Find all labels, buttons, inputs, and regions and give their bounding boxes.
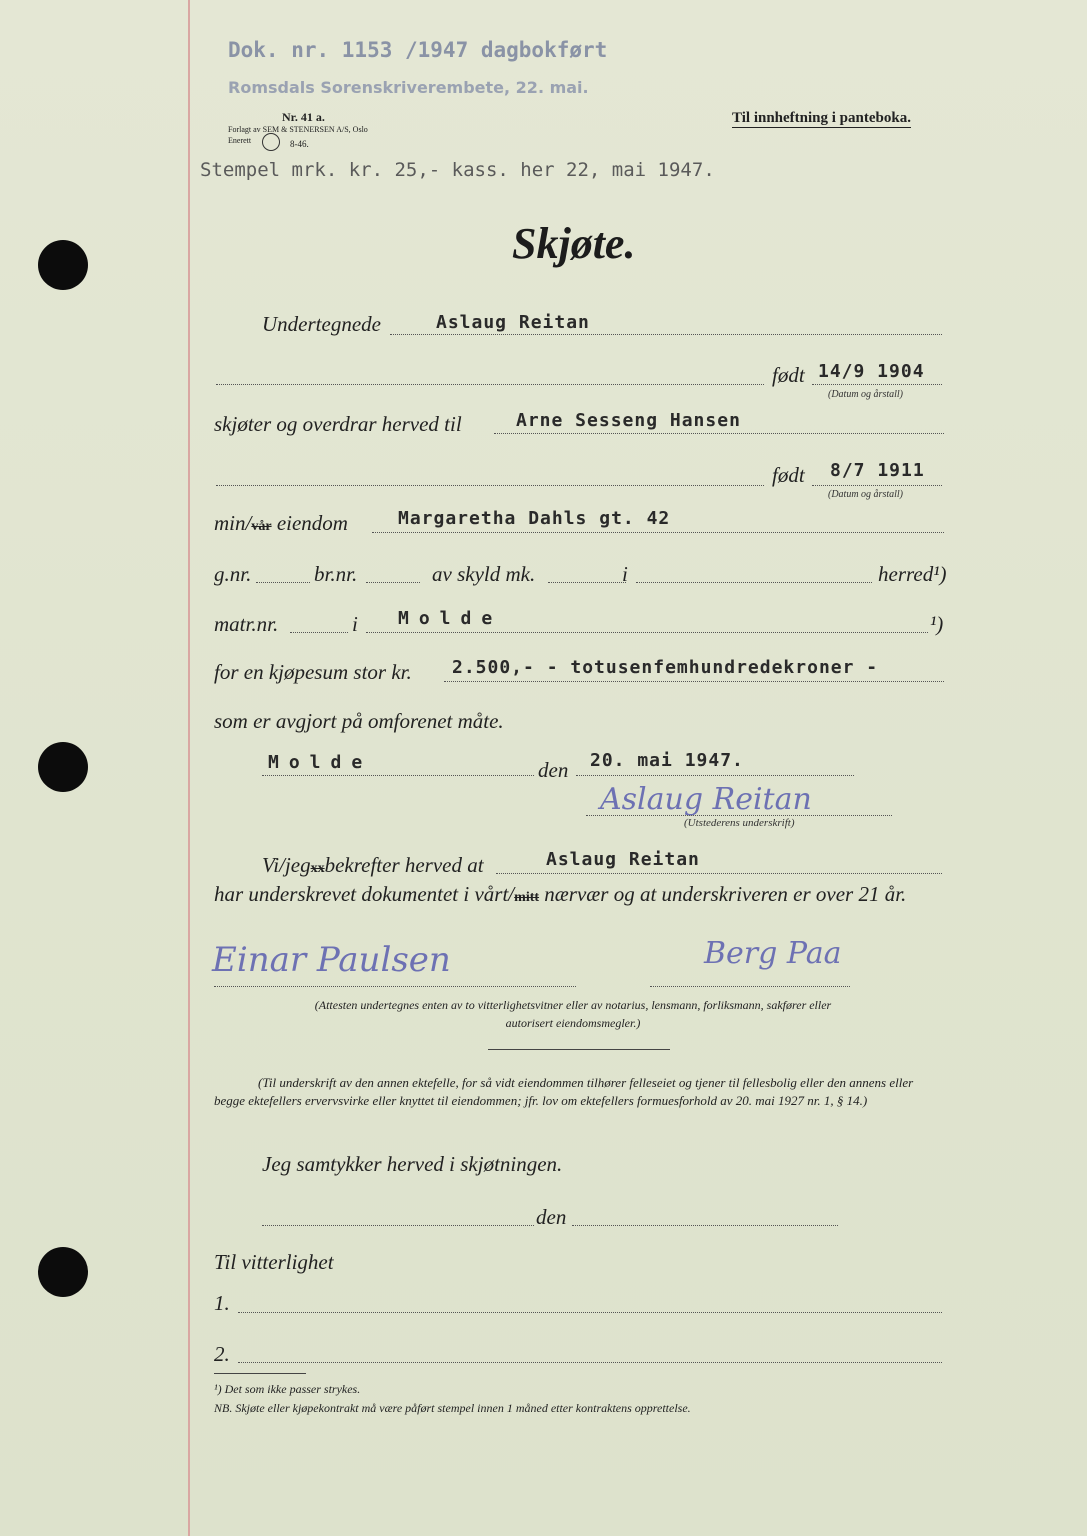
form-edition: Enerett bbox=[228, 136, 252, 145]
place-line bbox=[262, 775, 534, 776]
witness-name-line bbox=[496, 873, 942, 874]
signature-caption: (Utstederens underskrift) bbox=[684, 817, 795, 829]
form-publisher: Forlagt av SEM & STENERSEN A/S, Oslo bbox=[228, 125, 368, 134]
registry-stamp-line2: Romsdals Sorenskriverembete, 22. mai. bbox=[228, 78, 589, 97]
publisher-logo-icon bbox=[262, 133, 280, 151]
spouse-note: (Til underskrift av den annen ektefelle, for så vidt eiendommen tilhører felleseiet og tjener til fellesbolig eller den annens eller begge ektefellers ervervsvirke eller knyttet til eiendommen; jfr. lov om ektefellers formuesforhold av 20. mai 1927 nr. 1, § 14.) bbox=[214, 1075, 914, 1108]
seller-born-hint: (Datum og årstall) bbox=[828, 389, 903, 400]
buyer-born-line bbox=[812, 485, 942, 486]
consent-date-line bbox=[572, 1225, 838, 1226]
vitterlighet-line-2 bbox=[238, 1362, 942, 1363]
witness-sig-line-1 bbox=[214, 986, 576, 987]
signature-line bbox=[586, 815, 892, 816]
settled-text: som er avgjort på omforenet måte. bbox=[214, 709, 504, 733]
filing-note: Til innheftning i panteboka. bbox=[732, 110, 911, 126]
registry-stamp-line1: Dok. nr. 1153 /1947 dagbokført bbox=[228, 38, 608, 62]
footnote-1: ¹) Det som ikke passer strykes. bbox=[214, 1382, 361, 1396]
vitterlighet-line-1 bbox=[238, 1312, 942, 1313]
margin-line bbox=[188, 0, 190, 1536]
buyer-born-date: 8/7 1911 bbox=[830, 460, 925, 481]
section-divider bbox=[488, 1049, 670, 1050]
buyer-born-label: født bbox=[772, 463, 805, 487]
issuer-signature: Aslaug Reitan bbox=[600, 782, 812, 817]
price-line bbox=[444, 681, 944, 682]
date-line bbox=[576, 775, 854, 776]
witness-sig-line-2 bbox=[650, 986, 850, 987]
seller-line bbox=[390, 334, 942, 335]
cadastre-i: i bbox=[622, 562, 628, 586]
footnote-rule bbox=[214, 1373, 306, 1374]
buyer-name: Arne Sesseng Hansen bbox=[516, 410, 741, 431]
seller-born-line bbox=[812, 384, 942, 385]
property-line bbox=[372, 532, 944, 533]
vitterlighet-label: Til vitterlighet bbox=[214, 1250, 334, 1274]
seller-name: Aslaug Reitan bbox=[436, 312, 590, 333]
witness-line2: har underskrevet dokumentet i vårt/mitt nærvær og at underskriveren er over 21 år. bbox=[214, 882, 907, 906]
seller-line-2 bbox=[216, 384, 764, 385]
consent-place-line bbox=[262, 1225, 534, 1226]
form-number: Nr. 41 a. bbox=[282, 110, 325, 124]
buyer-line-2 bbox=[216, 485, 764, 486]
footnote-2: NB. Skjøte eller kjøpekontrakt må være påført stempel innen 1 måned etter kontraktens opprettelse. bbox=[214, 1401, 691, 1415]
place: Molde bbox=[268, 752, 373, 773]
den-label: den bbox=[538, 758, 569, 782]
matr-place-line bbox=[366, 632, 928, 633]
document-title: Skjøte. bbox=[512, 219, 636, 268]
transfer-label: skjøter og overdrar herved til bbox=[214, 412, 462, 436]
witness-subject-name: Aslaug Reitan bbox=[546, 849, 700, 870]
property-label-struck: vår bbox=[251, 519, 272, 534]
buyer-born-hint: (Datum og årstall) bbox=[828, 489, 903, 500]
witness-signature-1: Einar Paulsen bbox=[212, 940, 451, 980]
price-label: for en kjøpesum stor kr. bbox=[214, 660, 412, 684]
punch-hole-middle bbox=[38, 742, 88, 792]
date-value: 20. mai 1947. bbox=[590, 750, 744, 771]
herred-line bbox=[636, 582, 872, 583]
seller-label: Undertegnede bbox=[262, 312, 381, 336]
form-date-code: 8-46. bbox=[290, 139, 309, 149]
matr-line bbox=[290, 632, 348, 633]
vitterlighet-n2: 2. bbox=[214, 1342, 230, 1366]
matr-i: i bbox=[352, 612, 358, 636]
punch-hole-bottom bbox=[38, 1247, 88, 1297]
seller-born-date: 14/9 1904 bbox=[818, 361, 925, 382]
skyld-line bbox=[548, 582, 626, 583]
witness-signature-2: Berg Paa bbox=[704, 936, 842, 971]
matr-place: Molde bbox=[398, 608, 503, 629]
stamp-duty: Stempel mrk. kr. 25,- kass. her 22, mai 1947. bbox=[200, 159, 715, 181]
matr-label: matr.nr. bbox=[214, 612, 279, 636]
property-address: Margaretha Dahls gt. 42 bbox=[398, 508, 671, 529]
seller-born-label: født bbox=[772, 363, 805, 387]
buyer-line bbox=[494, 433, 944, 434]
witness-struck1: xx bbox=[310, 861, 325, 876]
witness-struck2: mitt bbox=[514, 890, 540, 905]
price-value: 2.500,- - totusenfemhundredekroner - bbox=[452, 657, 879, 678]
vitterlighet-n1: 1. bbox=[214, 1291, 230, 1315]
gnr-label: g.nr. bbox=[214, 562, 252, 586]
brnr-line bbox=[366, 582, 420, 583]
consent-den: den bbox=[536, 1205, 567, 1229]
matr-close: ¹) bbox=[930, 612, 944, 636]
skyld-label: av skyld mk. bbox=[432, 562, 536, 586]
punch-hole-top bbox=[38, 240, 88, 290]
gnr-line bbox=[256, 582, 310, 583]
herred-label: herred¹) bbox=[878, 562, 947, 586]
consent-text: Jeg samtykker herved i skjøtningen. bbox=[262, 1152, 563, 1176]
witness-line1: Vi/jegxxbekrefter herved at bbox=[262, 853, 484, 877]
witness-note: (Attesten undertegnes enten av to vitterlighetsvitner eller av notarius, lensmann, forliksmann, sakfører eller autorisert eiendomsmegler.) bbox=[314, 998, 832, 1030]
property-label: min/vår eiendom bbox=[214, 511, 348, 535]
brnr-label: br.nr. bbox=[314, 562, 358, 586]
